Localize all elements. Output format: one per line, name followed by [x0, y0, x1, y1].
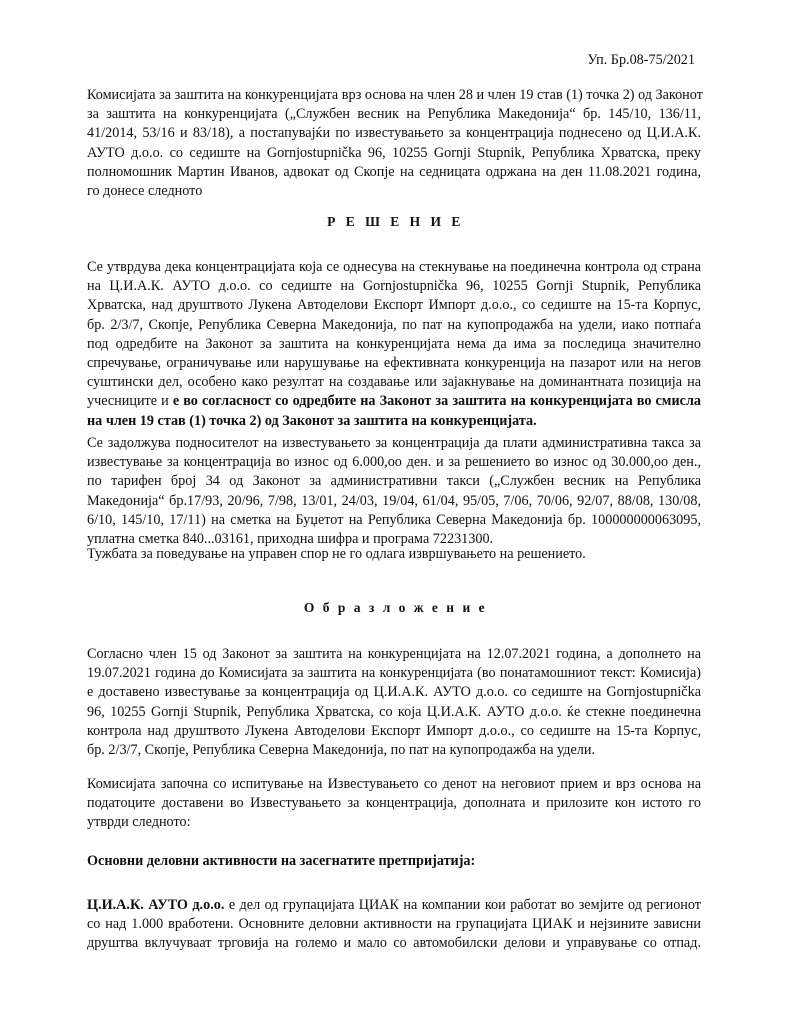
text-line: податоците доставени во Известувањето за концентрација, дополната и прилозите кон истото го — [87, 795, 701, 812]
text-line: утврди следното: — [87, 814, 191, 831]
reference-number: Уп. Бр.08-75/2021 — [587, 52, 695, 68]
plain-text: е дел од групацијата ЦИАК на компании кои работат во земјите од регионот — [224, 897, 701, 913]
reasoning-heading: О б р а з л о ж е н и е — [303, 600, 488, 615]
text-line: 19.07.2021 година до Комисијата за заштита на конкуренцијата (во понатамошниот текст: Комисија) — [87, 665, 701, 682]
text-line: Македонија“ бр.17/93, 20/96, 7/98, 13/01, 24/03, 19/04, 61/04, 95/05, 7/06, 70/06, 92/07, 88/08, 130/08, — [87, 492, 701, 509]
text-line: 6/10, 145/10, 17/11) на сметка на Буџетот на Република Северна Македонија бр. 100000000063095, — [87, 511, 701, 528]
text-line: Тужбата за поведување на управен спор не го одлага извршувањето на решението. — [87, 546, 586, 562]
reasoning-paragraph-1 — [87, 645, 701, 760]
decision-paragraph-3 — [87, 545, 701, 564]
text-line: 41/2014, 53/16 и 83/18), а постапувајќи по известувањето за концентрација поднесено од Ц.И.А.К. — [87, 125, 701, 142]
decision-paragraph-2 — [87, 434, 701, 549]
bold-text-line: на член 19 став (1) точка 2) од Законот за заштита на конкуренцијата. — [87, 412, 537, 429]
text-line: со над 1.000 вработени. Основните деловни активности на групацијата ЦИАК и нејзините зависни — [87, 916, 701, 933]
text-line-mixed — [87, 896, 701, 915]
text-line: бр. 2/3/7, Скопје, Република Северна Македонија, по пат на купопродажба на удели. — [87, 741, 595, 758]
text-line: под одредбите на Законот за заштита на конкуренцијата нема да има за последица значително — [87, 335, 701, 352]
text-line: АУТО д.о.о. со седиште на Gornjostupnička 96, 10255 Gornji Stupnik, Република Хрватска, преку — [87, 144, 701, 161]
bold-text-line: Основни деловни активности на засегнатите претпријатија: — [87, 853, 476, 869]
text-line: Согласно член 15 од Законот за заштита на конкуренцијата на 12.07.2021 година, а дополнето на — [87, 646, 701, 662]
text-line-mixed — [87, 392, 701, 411]
text-line: бр. 2/3/7, Скопје, Република Северна Македонија, по пат на купопродажба на удели, иако потпаѓа — [87, 316, 701, 333]
plain-text: учесниците и — [87, 393, 173, 410]
text-line: уплатна сметка 840...03161, приходна шифра и програма 72231300. — [87, 530, 494, 547]
reasoning-paragraph-2 — [87, 775, 701, 833]
text-line: го донесе следното — [87, 182, 203, 199]
text-line: полномошник Мартин Иванов, адвокат од Скопје на седницата одржана на ден 11.08.2021 година, — [87, 163, 701, 180]
decision-paragraph-1 — [87, 258, 701, 431]
text-line: за заштита на конкуренцијата („Службен весник на Република Македонија“ бр. 145/10, 136/11, — [87, 106, 701, 123]
text-line: суштински дел, особено како резултат на создавање или зајакнување на доминантната позиција на — [87, 374, 701, 391]
text-line: Хрватска, над друштвото Лукена Автоделови Експорт Импорт д.о.о., со седиште на 15-та Корпус, — [87, 297, 701, 314]
text-line: контрола над друштвото Лукена Автоделови Експорт Импорт д.о.о., со седиште на 15-та Корпус, — [87, 722, 701, 739]
text-line: 96, 10255 Gornji Stupnik, Република Хрватска, со која Ц.И.А.К. АУТО д.о.о. ќе стекне поединечна — [87, 703, 701, 720]
section-paragraph — [87, 896, 701, 954]
text-line: Се задолжува подносителот на известувањето за концентрација да плати административна такса за — [87, 435, 701, 451]
company-name: Ц.И.А.К. АУТО д.о.о. — [87, 897, 225, 913]
text-line: е доставено известување за концентрација од Ц.И.А.К. АУТО д.о.о. со седиште на Gornjostupnička — [87, 684, 701, 701]
decision-heading: Р Е Ш Е Н И Е — [327, 214, 464, 229]
section-heading — [87, 852, 701, 871]
intro-paragraph — [87, 86, 701, 201]
text-line: друштва вклучуваат трговија на големо и мало со автомобилски делови и управување со отпад. — [87, 935, 701, 952]
text-line: на Ц.И.А.К. АУТО д.о.о. со седиште на Gornjostupnička 96, 10255 Gornji Stupnik, Република — [87, 278, 701, 295]
text-line: Се утврдува дека концентрацијата која се однесува на стекнување на поединечна контрола од страна — [87, 259, 701, 275]
text-line: по тарифен број 34 од Законот за административни такси („Службен весник на Република — [87, 473, 701, 490]
text-line: известување за концентрација во износ од 6.000,оо ден. и за решението во износ од 30.000,оо ден., — [87, 454, 701, 471]
text-line: спречување, ограничување или нарушување на ефективната конкуренција на пазарот или на негов — [87, 354, 701, 371]
text-line: Комисијата започна со испитување на Известувањето со денот на неговиот прием и врз основа на — [87, 776, 701, 792]
text-line: Комисијата за заштита на конкуренцијата врз основа на член 28 и член 19 став (1) точка 2) од Законот — [87, 87, 703, 103]
bold-text: е во согласност со одредбите на Законот за заштита на конкуренцијата во смисла — [172, 393, 702, 410]
